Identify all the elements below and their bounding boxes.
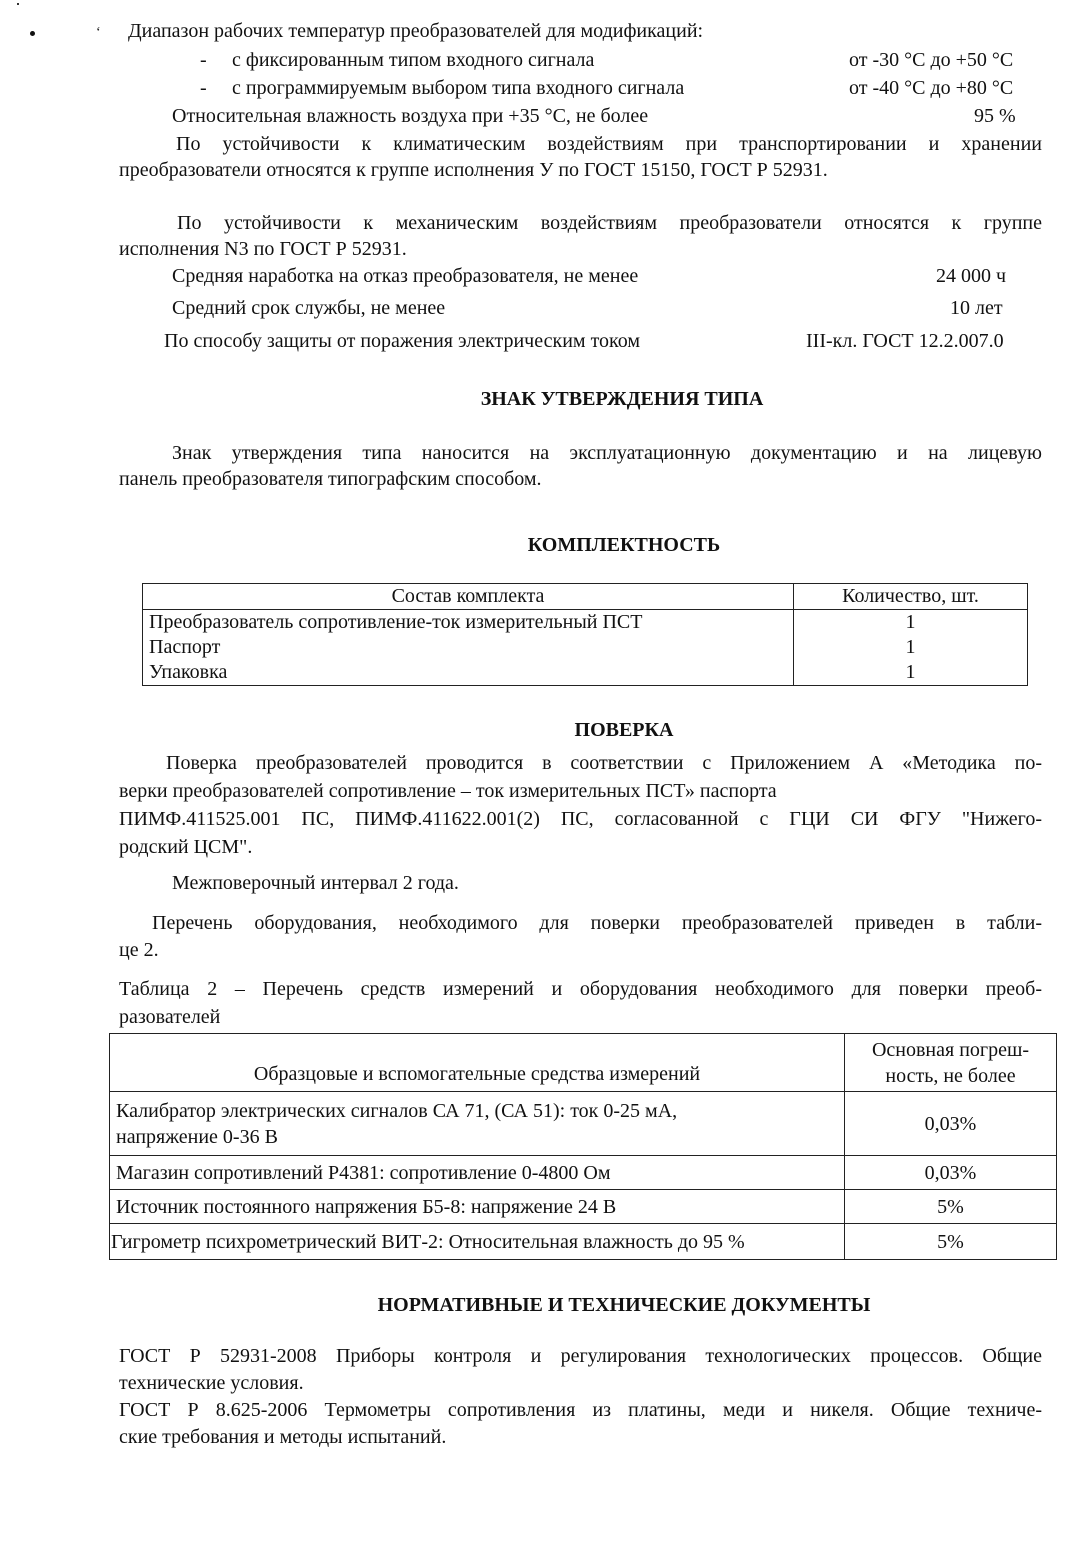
- spec-label: По способу защиты от поражения электрическим током: [164, 330, 641, 352]
- dash: -: [200, 49, 207, 71]
- spec-row-mtbf: [0, 263, 1092, 289]
- item-quantity: 1: [794, 635, 1028, 660]
- completeness-table: [142, 583, 1028, 686]
- verification-heading: ПОВЕРКА: [574, 719, 674, 741]
- doc-line: ГОСТ Р 52931-2008 Приборы контроля и регулирования технологических процессов. Общие: [119, 1345, 1042, 1367]
- spec-label: с фиксированным типом входного сигнала: [232, 49, 595, 71]
- error-value: 5%: [845, 1224, 1057, 1260]
- item-quantity: 1: [794, 610, 1028, 636]
- climate-transport-paragraph: По устойчивости к климатическим воздействиям при транспортировании и хранении преобразователи относятся к группе исполнения У по ГОСТ 15150, ГОСТ Р 52931.: [119, 133, 1042, 181]
- completeness-heading: КОМПЛЕКТНОСТЬ: [527, 534, 721, 556]
- mechanical-paragraph: По устойчивости к механическим воздействиям преобразователи относятся к группе исполнения N3 по ГОСТ Р 52931.: [119, 212, 1042, 260]
- column-header: Состав комплекта: [143, 584, 794, 610]
- spec-row-protection-class: [0, 328, 1092, 354]
- table-row: [110, 1092, 1057, 1156]
- normative-docs-list: [119, 1343, 1042, 1451]
- type-mark-heading: ЗНАК УТВЕРЖДЕНИЯ ТИПА: [480, 388, 764, 410]
- small-mark: ‘: [96, 25, 101, 40]
- verification-equipment-table: [109, 1033, 1057, 1260]
- scan-speck: [17, 3, 19, 5]
- table-row: [143, 660, 1028, 686]
- table-row: [110, 1190, 1057, 1224]
- equipment-name: Магазин сопротивлений Р4381: сопротивление 0-4800 Ом: [110, 1156, 845, 1190]
- spec-value: 10 лет: [950, 297, 1003, 319]
- temperature-range-title: Диапазон рабочих температур преобразователей для модификаций:: [128, 20, 704, 42]
- equipment-paragraph: Перечень оборудования, необходимого для поверки преобразователей приведен в табли- це 2.: [119, 912, 1042, 961]
- spec-value: 95 %: [974, 105, 1016, 127]
- doc-line: ГОСТ Р 8.625-2006 Термометры сопротивления из платины, меди и никеля. Общие техниче-: [119, 1399, 1042, 1421]
- bullet-mark: [30, 31, 35, 36]
- spec-row-fixed-input: [0, 47, 1092, 73]
- error-value: 5%: [845, 1190, 1057, 1224]
- error-value: 0,03%: [845, 1092, 1057, 1156]
- spec-label: Средняя наработка на отказ преобразователя, не менее: [172, 265, 639, 287]
- spec-label: Средний срок службы, не менее: [172, 297, 446, 319]
- item-name: Упаковка: [143, 660, 794, 686]
- spec-label: Относительная влажность воздуха при +35 °С, не более: [172, 105, 649, 127]
- verification-interval: Межповерочный интервал 2 года.: [172, 872, 459, 894]
- column-header: Количество, шт.: [794, 584, 1028, 610]
- spec-value: от -40 °С до +80 °С: [849, 77, 1014, 99]
- doc-line: ские требования и методы испытаний.: [119, 1426, 447, 1448]
- table-row: [143, 610, 1028, 636]
- spec-value: 24 000 ч: [936, 265, 1007, 287]
- table-2-caption: Таблица 2 – Перечень средств измерений и оборудования необходимого для поверки преоб- разователей: [119, 978, 1042, 1028]
- equipment-name: Источник постоянного напряжения Б5-8: напряжение 24 В: [110, 1190, 845, 1224]
- item-quantity: 1: [794, 660, 1028, 686]
- equipment-name: Калибратор электрических сигналов СА 71, (СА 51): ток 0-25 мА, напряжение 0-36 В: [110, 1092, 845, 1156]
- spec-row-service-life: [0, 295, 1092, 321]
- spec-row-humidity: [0, 103, 1092, 129]
- verification-paragraph: Поверка преобразователей проводится в соответствии с Приложением А «Методика по- верки преобразователей сопротивление – ток измерительных ПСТ» паспорта ПИМФ.411525.001 ПС, ПИМФ.411622.001(2) ПС, согласованной с ГЦИ СИ ФГУ "Нижего- родский ЦСМ".: [119, 752, 1042, 858]
- table-row: [143, 635, 1028, 660]
- spec-row-programmable-input: [0, 75, 1092, 101]
- column-header: Основная погреш- ность, не более: [845, 1034, 1057, 1092]
- table-row: [110, 1224, 1057, 1260]
- table-header-row: [110, 1034, 1057, 1092]
- column-header: Образцовые и вспомогательные средства измерений: [110, 1034, 845, 1092]
- item-name: Паспорт: [143, 635, 794, 660]
- table-row: [110, 1156, 1057, 1190]
- normative-heading: НОРМАТИВНЫЕ И ТЕХНИЧЕСКИЕ ДОКУМЕНТЫ: [377, 1294, 871, 1316]
- type-mark-paragraph: Знак утверждения типа наносится на эксплуатационную документацию и на лицевую панель преобразователя типографским способом.: [119, 442, 1042, 490]
- doc-line: технические условия.: [119, 1372, 304, 1394]
- item-name: Преобразователь сопротивление-ток измерительный ПСТ: [143, 610, 794, 636]
- error-value: 0,03%: [845, 1156, 1057, 1190]
- table-header-row: [143, 584, 1028, 610]
- spec-value: от -30 °С до +50 °С: [849, 49, 1014, 71]
- dash: -: [200, 77, 207, 99]
- equipment-name: Гигрометр психрометрический ВИТ-2: Относительная влажность до 95 %: [110, 1224, 845, 1260]
- spec-value: III-кл. ГОСТ 12.2.007.0: [806, 330, 1004, 352]
- spec-label: с программируемым выбором типа входного сигнала: [232, 77, 685, 99]
